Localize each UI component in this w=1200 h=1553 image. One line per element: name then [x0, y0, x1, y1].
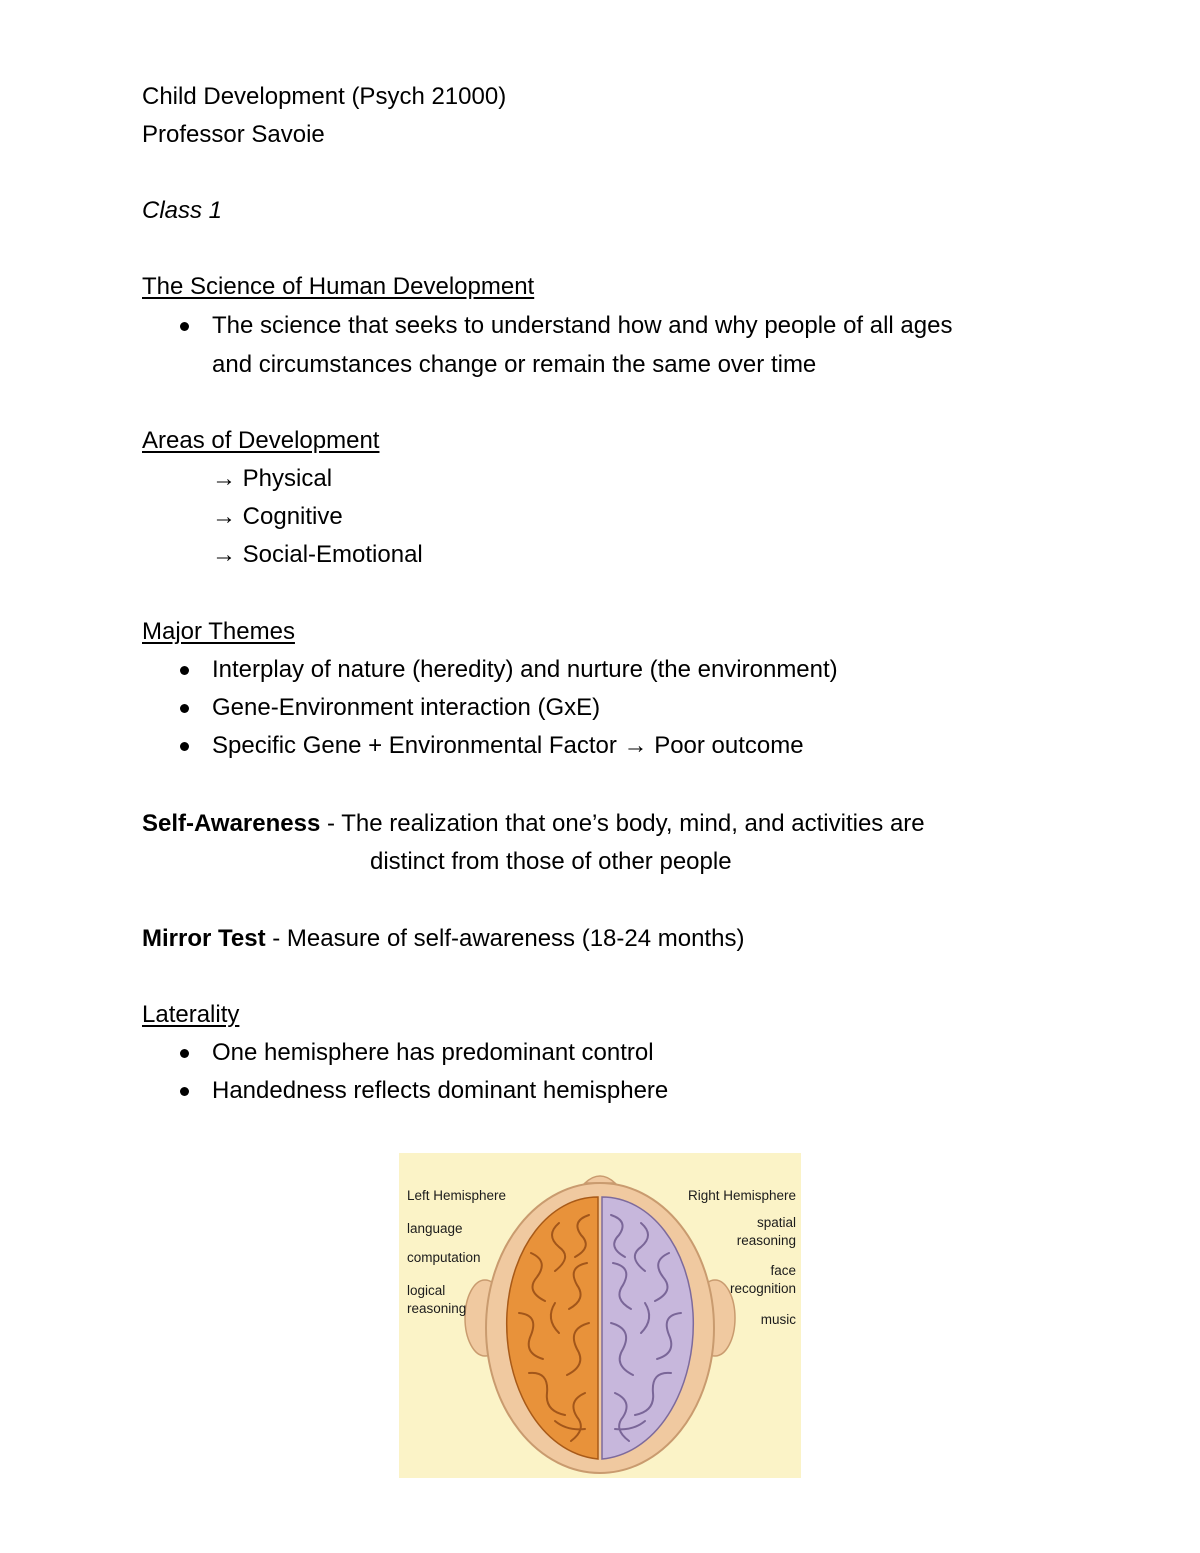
- laterality-item: Handedness reflects dominant hemisphere: [212, 1077, 669, 1104]
- area-item: → Cognitive: [212, 503, 343, 530]
- right-function-label: reasoning: [736, 1233, 796, 1248]
- bullet-icon: [180, 1087, 189, 1096]
- science-bullet-line-1: The science that seeks to understand how and why people of all ages: [212, 312, 953, 339]
- theme-item: Gene-Environment interaction (GxE): [212, 694, 601, 721]
- theme-item: Specific Gene + Environmental Factor → Poor outcome: [212, 732, 804, 759]
- brain-hemispheres-figure: [399, 1153, 801, 1478]
- bullet-icon: [180, 704, 189, 713]
- left-hemisphere-label: Left Hemisphere: [407, 1188, 507, 1203]
- self-awareness-text: - The realization that one’s body, mind, and activities are: [320, 810, 925, 837]
- science-heading: The Science of Human Development: [142, 273, 535, 300]
- themes-heading: Major Themes: [142, 618, 295, 645]
- course-title: Child Development (Psych 21000): [142, 83, 507, 110]
- left-function-label: language: [407, 1221, 463, 1236]
- professor-name: Professor Savoie: [142, 121, 325, 148]
- mirror-test-term: Mirror Test: [142, 925, 266, 952]
- left-function-label: reasoning: [407, 1301, 467, 1316]
- right-function-label: face: [770, 1263, 796, 1278]
- right-function-label: recognition: [729, 1281, 796, 1296]
- left-function-label: logical: [407, 1283, 446, 1298]
- right-function-label: music: [760, 1312, 796, 1327]
- area-item: → Physical: [212, 465, 333, 492]
- self-awareness-term: Self-Awareness: [142, 810, 321, 837]
- theme-item: Interplay of nature (heredity) and nurture (the environment): [212, 656, 838, 683]
- brain-illustration: [399, 1153, 801, 1478]
- right-function-label: spatial: [756, 1215, 796, 1230]
- mirror-test-definition: [142, 924, 744, 954]
- self-awareness-definition: [142, 809, 925, 839]
- science-bullet-line-2: and circumstances change or remain the same over time: [212, 351, 817, 378]
- area-item: → Social-Emotional: [212, 541, 423, 568]
- class-label: Class 1: [142, 197, 223, 224]
- bullet-icon: [180, 742, 189, 751]
- left-function-label: computation: [407, 1250, 481, 1265]
- bullet-icon: [180, 666, 189, 675]
- self-awareness-text-line-2: distinct from those of other people: [370, 848, 732, 875]
- laterality-heading: Laterality: [142, 1001, 240, 1028]
- bullet-icon: [180, 1049, 189, 1058]
- areas-heading: Areas of Development: [142, 427, 380, 454]
- right-hemisphere-label: Right Hemisphere: [687, 1188, 796, 1203]
- mirror-test-text: - Measure of self-awareness (18-24 months): [265, 925, 745, 952]
- laterality-item: One hemisphere has predominant control: [212, 1039, 654, 1066]
- bullet-icon: [180, 322, 189, 331]
